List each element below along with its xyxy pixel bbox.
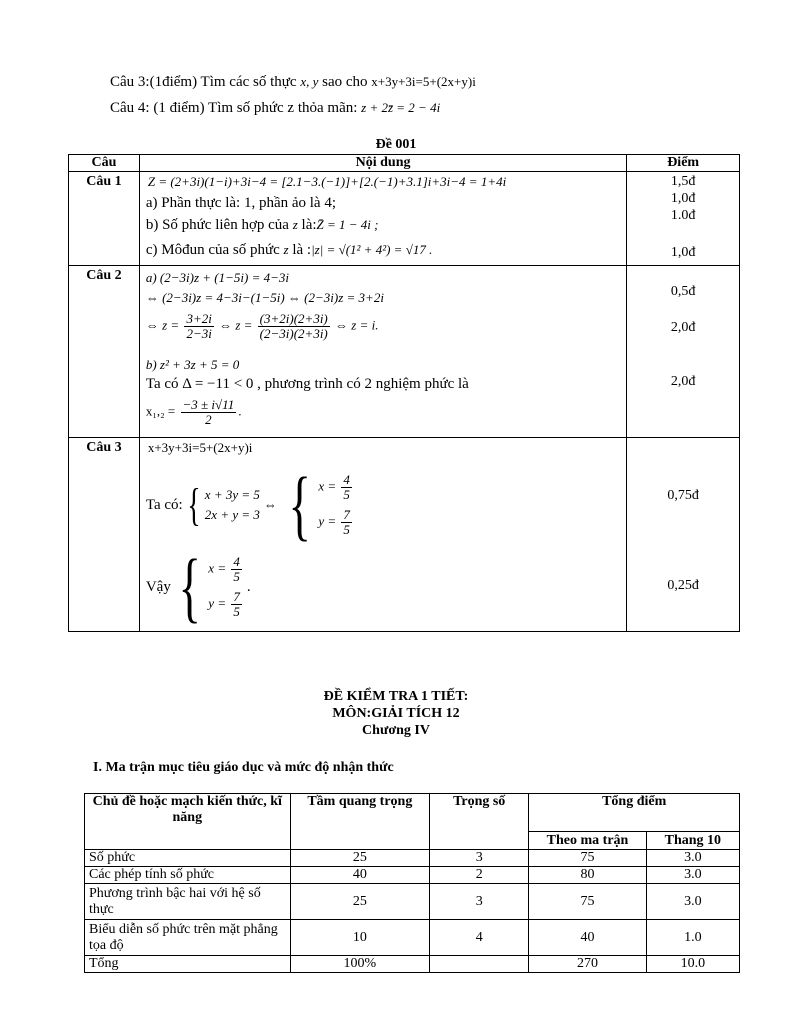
- table-row-total: Tổng 100% 270 10.0: [85, 956, 740, 973]
- matrix-table: [84, 793, 740, 973]
- header-matrix: Theo ma trận: [529, 832, 646, 850]
- header-importance: Tầm quang trọng: [290, 794, 429, 850]
- cau-1-eq: Z = (2+3i)(1−i)+3i−4 = [2.1−3.(−1)]+[2.(−1)+3.1]i+3i−4 = 1+4i: [147, 174, 507, 189]
- exam-chapter: Chương IV: [362, 723, 430, 738]
- row-cau-1: [69, 172, 740, 266]
- header-diem: Điểm: [627, 155, 740, 172]
- table-row: Phương trình bậc hai với hệ số thực 25 3 75 3.0: [85, 884, 740, 920]
- cau-3-content: x+3y+3i=5+(2x+y)i Ta có: { x + 3y = 5 2x + y = 3 ⇔ { x = $\frac{4}{5}$ y = $\frac{7}{5}$ Vậy { x = $\frac{4}{5}$ y = $\frac{7}{5}$ .: [139, 438, 626, 632]
- row-cau-2: [69, 266, 740, 438]
- cau-1-points: 1,5đ 1,0đ 1.0đ 1,0đ: [627, 172, 740, 266]
- cau-3-result: Vậy { x = $\frac{4}{5}$ y = $\frac{7}{5}$ .: [145, 543, 251, 630]
- table-row: Số phức 25 3 75 3.0: [85, 850, 740, 867]
- answer-table: [68, 154, 740, 632]
- header-noidung: Nội dung: [139, 155, 626, 172]
- exam-subject: MÔN:GIẢI TÍCH 12: [332, 706, 460, 721]
- cau-1-c: c) Môđun của số phức z là :|z| = √(1² + 4²) = √17 .: [145, 242, 433, 258]
- cau-2-roots: x₁,₂ = $\frac{-3 \pm i√11}{2}$ .: [145, 397, 242, 427]
- answer-title: Đề 001: [375, 137, 417, 152]
- header-weight: Trọng số: [430, 794, 529, 850]
- header-scale: Thang 10: [646, 832, 739, 850]
- cau-2-points: 0,5đ 2,0đ 2,0đ: [627, 266, 740, 438]
- table-row: Biểu diễn số phức trên mặt phẳng tọa độ 10 4 40 1.0: [85, 920, 740, 956]
- cau-3-label: Câu 3: [69, 438, 140, 632]
- table-row: Các phép tính số phức 40 2 80 3.0: [85, 867, 740, 884]
- header-cau: Câu: [69, 155, 140, 172]
- cau-2-content: a) (2−3i)z + (1−5i) = 4−3i ⇔ (2−3i)z = 4−3i−(1−5i) ⇔ (2−3i)z = 3+2i ⇔ z = $\frac{3+2i}{2-3i}$ ⇔ z = $\frac{(3+2i)(2+3i)}{(2-3i)(2+3i)}$ ⇔ z = i. b) z² + 3z + 5 = 0 Ta có Δ = −11 < 0 , phương trình có 2 nghiệm phức là x₁,₂ = $\frac{-3 \pm i√11}{2}$ .: [139, 266, 626, 438]
- cau-1-a: a) Phần thực là: 1, phần ảo là 4;: [145, 195, 337, 211]
- cau-2-step2: ⇔ z = $\frac{3+2i}{2-3i}$ ⇔ z = $\frac{(3+2i)(2+3i)}{(2-3i)(2+3i)}$ ⇔ z = i.: [145, 311, 379, 341]
- cau-3-system: Ta có: { x + 3y = 5 2x + y = 3 ⇔ { x = $\frac{4}{5}$ y = $\frac{7}{5}$: [145, 461, 350, 548]
- cau-2-label: Câu 2: [69, 266, 140, 438]
- cau-1-content: [139, 172, 626, 266]
- question-3: Câu 3:(1điểm) Tìm các số thực x, y sao cho x+3y+3i=5+(2x+y)i: [110, 74, 476, 90]
- header-topic: Chủ đề hoặc mạch kiến thức, kĩ năng: [85, 794, 291, 850]
- cau-1-label: Câu 1: [69, 172, 140, 266]
- cau-1-b: b) Số phức liên hợp của z là:Z̄ = 1 − 4i ;: [145, 217, 379, 233]
- header-total: Tổng điểm: [529, 794, 740, 832]
- question-4: Câu 4: (1 điểm) Tìm số phức z thỏa mãn: z + 2z̄ = 2 − 4i: [110, 100, 441, 116]
- exam-title: ĐỀ KIỂM TRA 1 TIẾT:: [323, 689, 469, 704]
- cau-3-points: 0,75đ 0,25đ: [627, 438, 740, 632]
- row-cau-3: [69, 438, 740, 632]
- section-title: I. Ma trận mục tiêu giáo dục và mức độ nhận thức: [93, 760, 394, 775]
